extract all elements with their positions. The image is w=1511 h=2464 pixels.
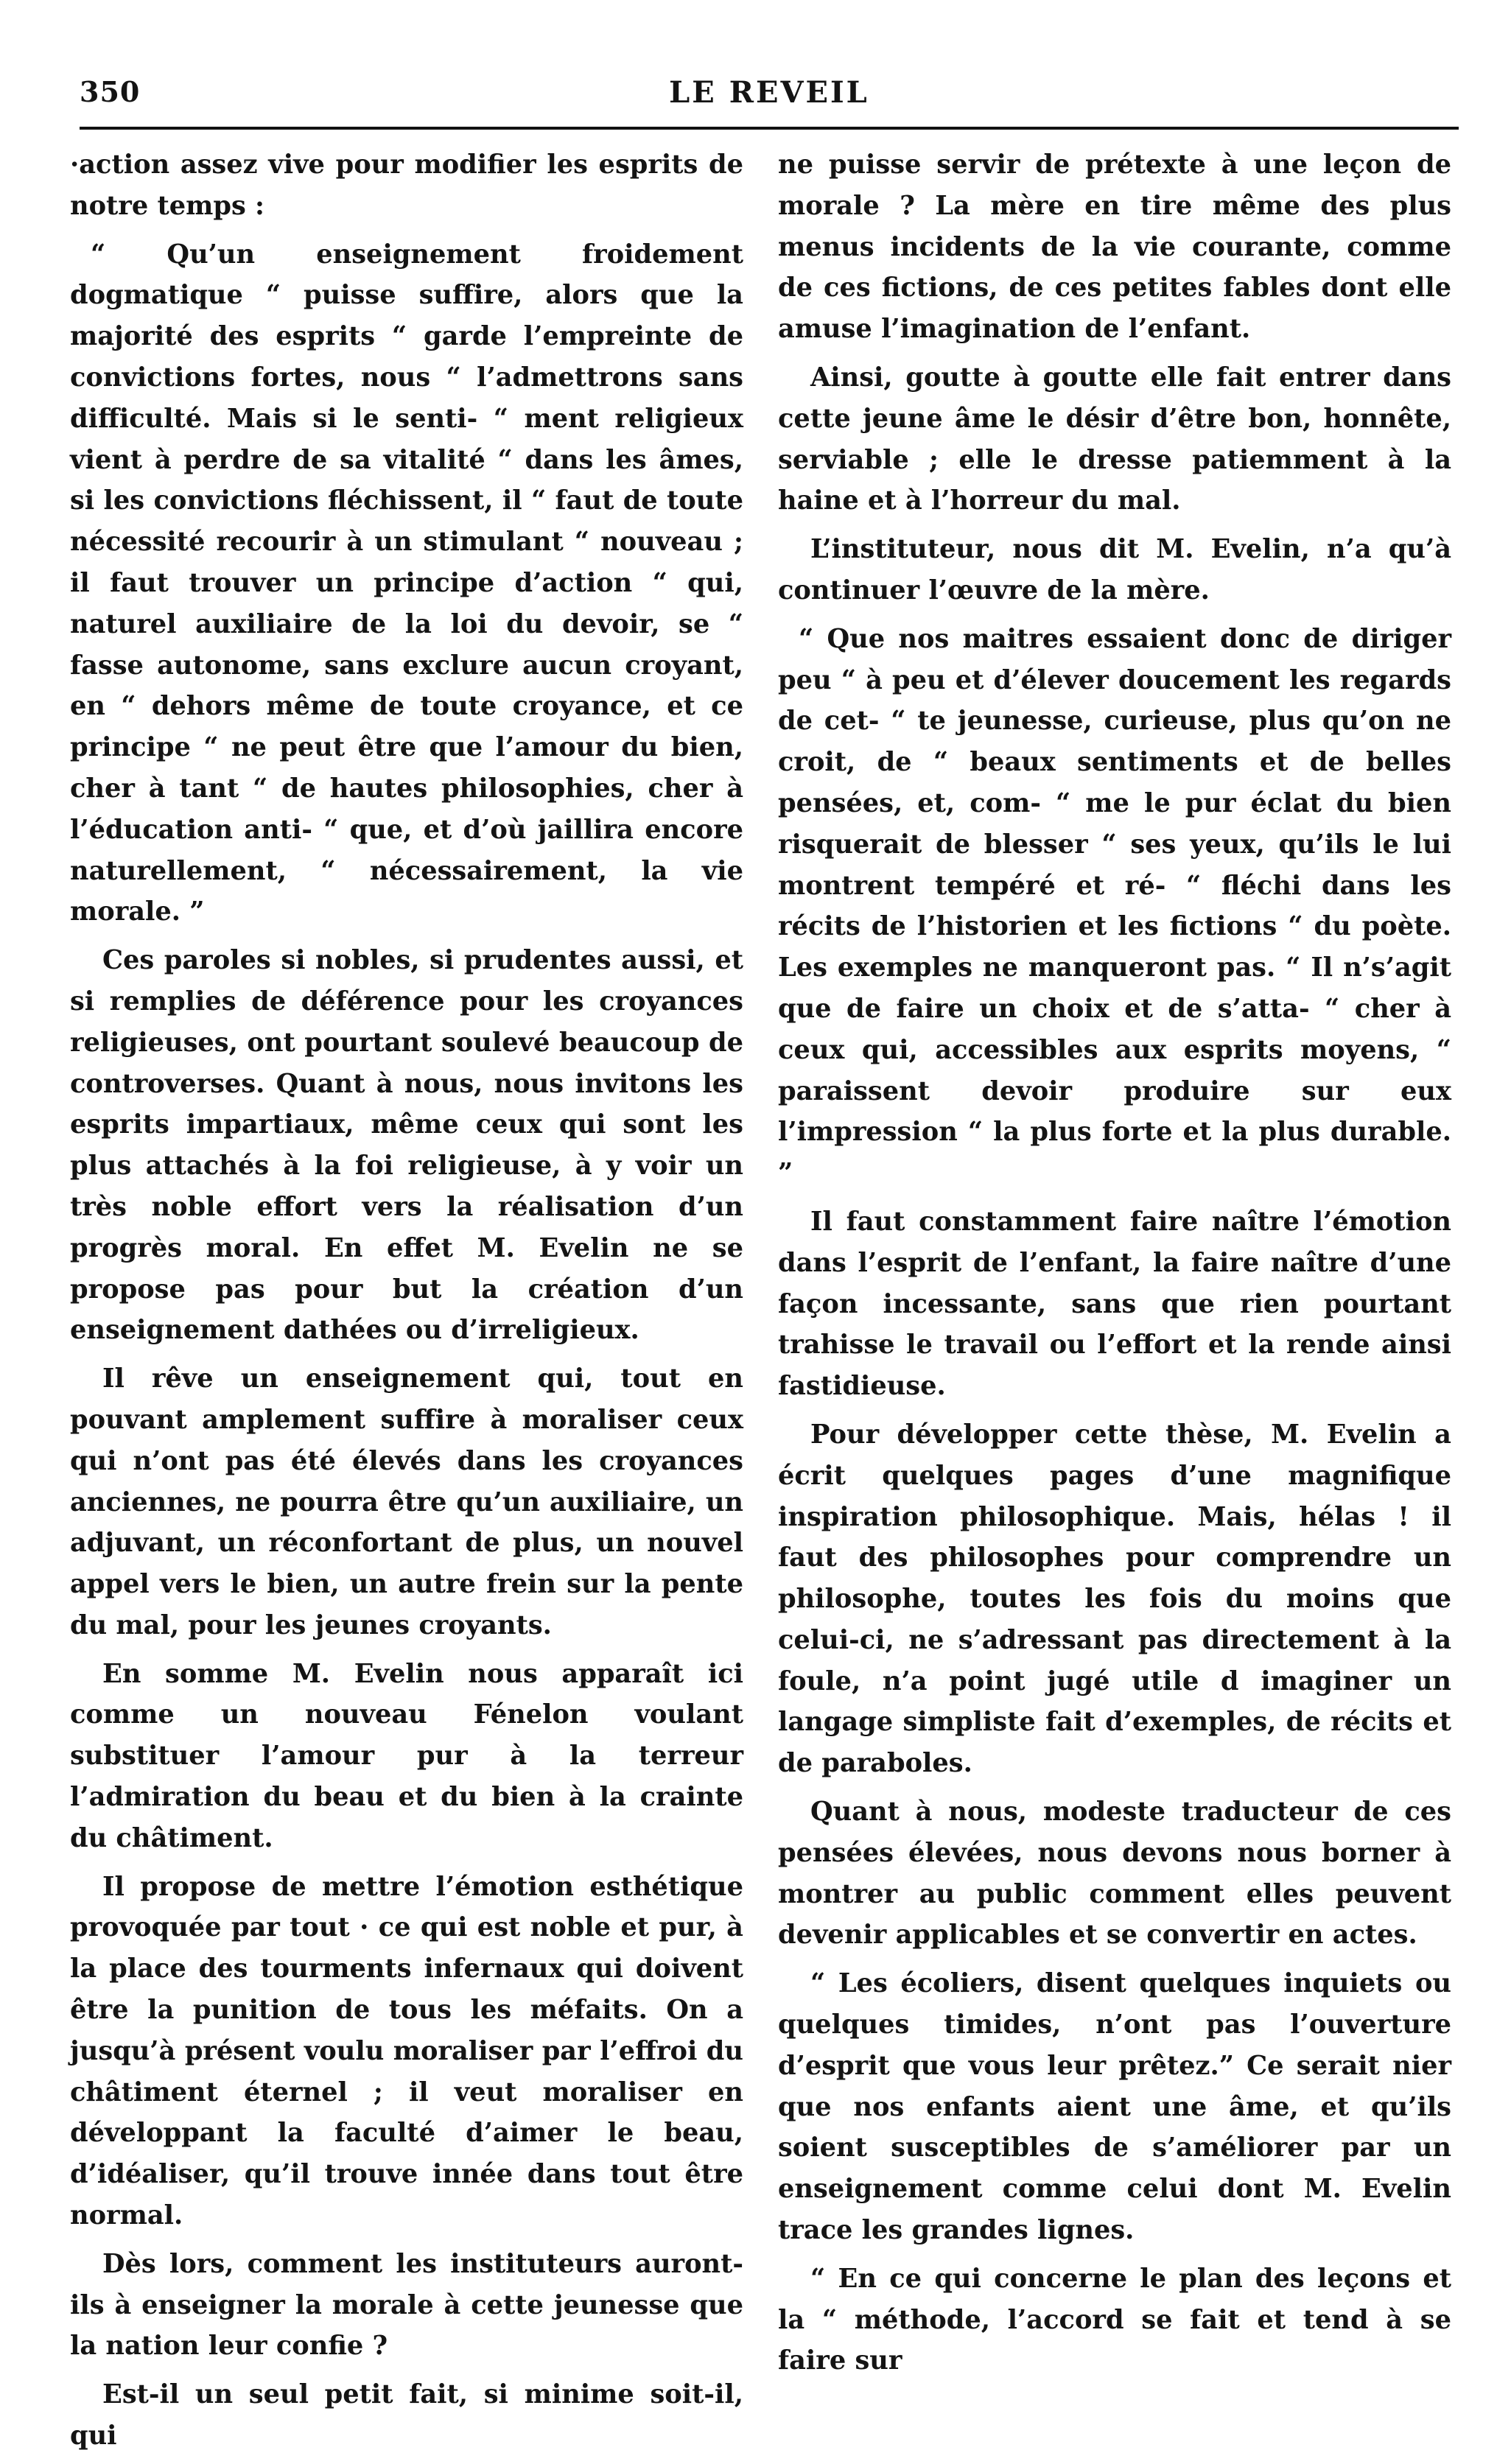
paragraph: “ Les écoliers, disent quelques inquiets ou quelques timides, n’ont pas l’ouverture d’esprit que vous leur prêtez.” Ce serait nier que nos enfants aient une âme, et qu’ils soient susceptibles de s’améliorer par un enseignement comme celui dont M. Evelin trace les grandes lignes. — [778, 1968, 1451, 2246]
paragraph: “ En ce qui concerne le plan des leçons et la “ méthode, l’accord se fait et tend à se faire sur — [778, 2263, 1451, 2376]
paragraph: En somme M. Evelin nous apparaît ici comme un nouveau Fénelon voulant substituer l’amour pur à la terreur l’admiration du beau et du bien à la crainte du châtiment. — [70, 1658, 743, 1853]
quotation-paragraph: “ Que nos maitres essaient donc de diriger peu “ à peu et d’élever doucement les regards de cet- “ te jeunesse, curieuse, plus qu’on ne croit, de “ beaux sentiments et de belles pensées, et, com- “ me le pur éclat du bien risquerait de blesser “ ses yeux, qu’ils le lui montrent tempéré et ré- “ fléchi dans les récits de l’historien et les fictions “ du poète. Les exemples ne manqueront pas. “ Il n’s’agit que de faire un choix et de s’atta- “ cher à ceux qui, accessibles aux esprits moyens, “ paraissent devoir produire sur eux l’impression “ la plus forte et la plus durable. ” — [778, 623, 1451, 1189]
paragraph: Dès lors, comment les instituteurs auront-ils à enseigner la morale à cette jeunesse que la nation leur confie ? — [70, 2248, 743, 2362]
paragraph: Il faut constamment faire naître l’émotion dans l’esprit de l’enfant, la faire naître d’une façon incessante, sans que rien pourtant trahisse le travail ou l’effort et la rende ainsi fastidieuse. — [778, 1206, 1451, 1402]
running-title: LE REVEIL — [669, 75, 869, 110]
paragraph: Ainsi, goutte à goutte elle fait entrer dans cette jeune âme le désir d’être bon, honnête, serviable ; elle le dresse patiemment à la haine et à l’horreur du mal. — [778, 362, 1451, 516]
page-header — [80, 72, 1459, 119]
paragraph: Pour développer cette thèse, M. Evelin a écrit quelques pages d’une magnifique inspiration philosophique. Mais, hélas ! il faut des philosophes pour comprendre un philosophe, toutes les fois du moins que celui-ci, ne s’adressant pas directement à la foule, n’a point jugé utile d imaginer un langage simpliste fait d’exemples, de récits et de paraboles. — [778, 1419, 1451, 1779]
paragraph: Est-il un seul petit fait, si minime soit-il, qui — [70, 2379, 743, 2451]
paragraph: Quant à nous, modeste traducteur de ces pensées élevées, nous devons nous borner à montrer au public comment elles peuvent devenir applicables et se convertir en actes. — [778, 1797, 1451, 1951]
paragraph: Ces paroles si nobles, si prudentes aussi, et si remplies de déférence pour les croyances religieuses, ont pourtant soulevé beaucoup de controverses. Quant à nous, nous invitons les esprits impartiaux, même ceux qui sont les plus attachés à la foi religieuse, à y voir un très noble effort vers la réalisation d’un progrès moral. En effet M. Evelin ne se propose pas pour but la création d’un enseignement dathées ou d’irreligieux. — [70, 945, 743, 1346]
paragraph: L’instituteur, nous dit M. Evelin, n’a qu’à continuer l’œuvre de la mère. — [778, 534, 1451, 606]
paragraph: ·action assez vive pour modifier les esprits de notre temps : — [70, 150, 743, 221]
right-column — [778, 144, 1451, 2389]
page-number: 350 — [80, 75, 141, 108]
left-column — [70, 144, 743, 2464]
paragraph: Il propose de mettre l’émotion esthétique provoquée par tout · ce qui est noble et pur, à la place des tourments infernaux qui doivent être la punition de tous les méfaits. On a jusqu’à présent voulu moraliser par l’effroi du châtiment éternel ; il veut moraliser en développant la faculté d’aimer le beau, d’idéaliser, qu’il trouve innée dans tout être normal. — [70, 1871, 743, 2231]
header-rule — [80, 127, 1459, 130]
quotation-paragraph: “ Qu’un enseignement froidement dogmatique “ puisse suffire, alors que la majorité des esprits “ garde l’empreinte de convictions fortes, nous “ l’admettrons sans difficulté. Mais si le senti- “ ment religieux vient à perdre de sa vitalité “ dans les âmes, si les convictions fléchissent, il “ faut de toute nécessité recourir à un stimulant “ nouveau ; il faut trouver un principe d’action “ qui, naturel auxiliaire de la loi du devoir, se “ fasse autonome, sans exclure aucun croyant, en “ dehors même de toute croyance, et ce principe “ ne peut être que l’amour du bien, cher à tant “ de hautes philosophies, cher à l’éducation anti- “ que, et d’où jaillira encore naturellement, “ nécessairement, la vie morale. ” — [70, 239, 743, 927]
paragraph: ne puisse servir de prétexte à une leçon de morale ? La mère en tire même des plus menus incidents de la vie courante, comme de ces fictions, de ces petites fables dont elle amuse l’imagination de l’enfant. — [778, 150, 1451, 345]
paragraph: Il rêve un enseignement qui, tout en pouvant amplement suffire à moraliser ceux qui n’ont pas été élevés dans les croyances anciennes, ne pourra être qu’un auxiliaire, un adjuvant, un réconfortant de plus, un nouvel appel vers le bien, un autre frein sur la pente du mal, pour les jeunes croyants. — [70, 1363, 743, 1640]
